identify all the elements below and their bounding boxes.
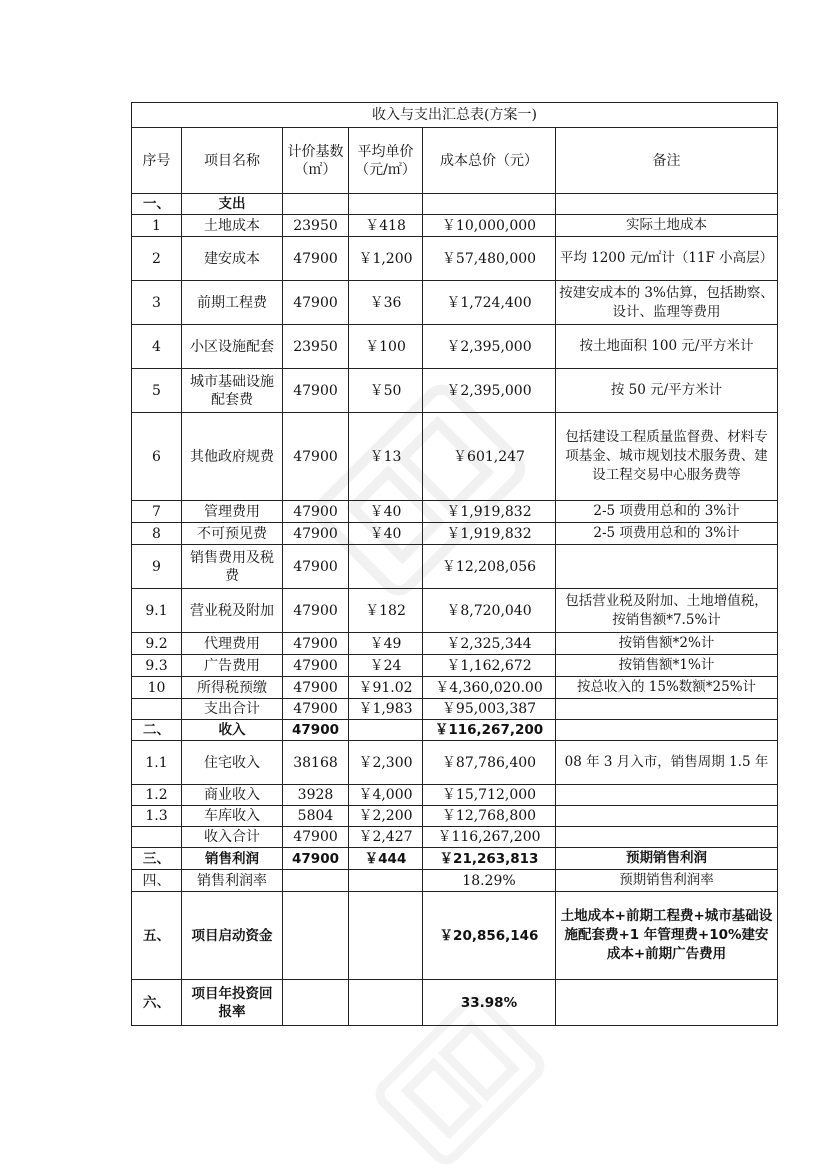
cell-base: 47900 [283,677,349,699]
cell-no: 一、 [132,194,182,215]
cell-price: ￥50 [349,369,423,413]
cell-name: 不可预见费 [182,523,283,545]
cell-note: 按建安成本的 3%估算，包括勘察、设计、监理等费用 [556,281,778,325]
cell-price: ￥1,200 [349,237,423,281]
cell-price [349,980,423,1026]
cell-base [283,194,349,215]
cell-name: 车库收入 [182,806,283,827]
cell-no: 9.2 [132,633,182,655]
header-price: 平均单价（元/㎡） [349,128,423,194]
cell-note: 按销售额*1%计 [556,655,778,677]
cell-no: 二、 [132,720,182,741]
cell-total: ￥15,712,000 [423,785,556,806]
cell-base: 47900 [283,655,349,677]
summary-table [131,102,778,1026]
cell-price: ￥13 [349,413,423,501]
cell-name: 城市基础设施配套费 [182,369,283,413]
cell-note [556,720,778,741]
table-row [132,806,778,827]
cell-base: 23950 [283,215,349,237]
cell-note [556,545,778,589]
table-row [132,545,778,589]
cell-note: 平均 1200 元/㎡计（11F 小高层） [556,237,778,281]
cell-name: 建安成本 [182,237,283,281]
cell-no [132,827,182,848]
cell-price: ￥91.02 [349,677,423,699]
cell-no: 四、 [132,870,182,892]
table-row [132,699,778,720]
cell-base: 47900 [283,413,349,501]
cell-note [556,980,778,1026]
cell-note [556,806,778,827]
cell-name: 商业收入 [182,785,283,806]
table-row [132,741,778,785]
cell-total: ￥2,325,344 [423,633,556,655]
header-total: 成本总价（元） [423,128,556,194]
cell-price [349,545,423,589]
cell-base: 5804 [283,806,349,827]
cell-base [283,870,349,892]
cell-name: 销售利润率 [182,870,283,892]
cell-no: 1.3 [132,806,182,827]
cell-name: 所得税预缴 [182,677,283,699]
cell-note [556,827,778,848]
cell-base [283,980,349,1026]
cell-total: 33.98% [423,980,556,1026]
cell-no [132,699,182,720]
cell-no: 2 [132,237,182,281]
cell-no: 9 [132,545,182,589]
table-row [132,720,778,741]
cell-price: ￥2,200 [349,806,423,827]
cell-name: 代理费用 [182,633,283,655]
cell-total: ￥1,162,672 [423,655,556,677]
cell-name: 管理费用 [182,501,283,523]
cell-total: ￥116,267,200 [423,827,556,848]
cell-base: 47900 [283,501,349,523]
cell-note [556,699,778,720]
cell-base: 47900 [283,545,349,589]
header-note: 备注 [556,128,778,194]
cell-note [556,194,778,215]
cell-no: 1.2 [132,785,182,806]
cell-no: 五、 [132,892,182,980]
table-row [132,892,778,980]
cell-name: 项目年投资回报率 [182,980,283,1026]
cell-price: ￥444 [349,848,423,870]
cell-total: ￥1,919,832 [423,501,556,523]
cell-name: 收入合计 [182,827,283,848]
cell-note: 预期销售利润率 [556,870,778,892]
cell-price: ￥49 [349,633,423,655]
cell-note: 包括建设工程质量监督费、材料专项基金、城市规划技术服务费、建设工程交易中心服务费等 [556,413,778,501]
cell-total: ￥21,263,813 [423,848,556,870]
cell-note: 包括营业税及附加、土地增值税，按销售额*7.5%计 [556,589,778,633]
header-row [132,128,778,194]
cell-name: 收入 [182,720,283,741]
cell-no: 9.1 [132,589,182,633]
table-row [132,281,778,325]
cell-total: ￥8,720,040 [423,589,556,633]
table-row [132,848,778,870]
cell-name: 小区设施配套 [182,325,283,369]
cell-total: ￥87,786,400 [423,741,556,785]
table-row [132,194,778,215]
cell-price: ￥418 [349,215,423,237]
cell-no: 7 [132,501,182,523]
cell-base: 47900 [283,237,349,281]
cell-no: 三、 [132,848,182,870]
cell-note: 2-5 项费用总和的 3%计 [556,501,778,523]
cell-name: 住宅收入 [182,741,283,785]
cell-price [349,194,423,215]
cell-base: 47900 [283,589,349,633]
cell-total: ￥95,003,387 [423,699,556,720]
cell-no: 8 [132,523,182,545]
cell-name: 土地成本 [182,215,283,237]
cell-price: ￥4,000 [349,785,423,806]
cell-no: 9.3 [132,655,182,677]
cell-name: 销售费用及税费 [182,545,283,589]
table-row [132,785,778,806]
cell-base: 47900 [283,281,349,325]
table-row [132,870,778,892]
table-row [132,827,778,848]
cell-base [283,892,349,980]
table-row [132,215,778,237]
cell-name: 支出合计 [182,699,283,720]
cell-base: 47900 [283,523,349,545]
cell-base: 47900 [283,369,349,413]
cell-no: 6 [132,413,182,501]
cell-total: ￥1,919,832 [423,523,556,545]
cell-base: 23950 [283,325,349,369]
cell-base: 38168 [283,741,349,785]
cell-total [423,194,556,215]
cell-name: 广告费用 [182,655,283,677]
cell-price: ￥1,983 [349,699,423,720]
cell-price: ￥2,427 [349,827,423,848]
cell-total: 18.29% [423,870,556,892]
cell-price: ￥36 [349,281,423,325]
cell-total: ￥12,208,056 [423,545,556,589]
cell-base: 3928 [283,785,349,806]
cell-no: 1 [132,215,182,237]
table-row [132,677,778,699]
table-row [132,980,778,1026]
cell-price: ￥2,300 [349,741,423,785]
cell-price [349,870,423,892]
cell-total: ￥601,247 [423,413,556,501]
table-title: 收入与支出汇总表(方案一) [132,103,778,128]
cell-total: ￥4,360,020.00 [423,677,556,699]
cell-price: ￥100 [349,325,423,369]
cell-note [556,785,778,806]
cell-no: 3 [132,281,182,325]
cell-note: 按 50 元/平方米计 [556,369,778,413]
table-row [132,501,778,523]
table-row [132,325,778,369]
cell-base: 47900 [283,633,349,655]
cell-total: ￥116,267,200 [423,720,556,741]
cell-name: 销售利润 [182,848,283,870]
table-row [132,369,778,413]
cell-price [349,892,423,980]
table-row [132,633,778,655]
cell-no: 5 [132,369,182,413]
cell-price: ￥40 [349,501,423,523]
cell-total: ￥2,395,000 [423,325,556,369]
table-row [132,655,778,677]
header-base: 计价基数（㎡） [283,128,349,194]
cell-note: 按销售额*2%计 [556,633,778,655]
cell-note: 08 年 3 月入市，销售周期 1.5 年 [556,741,778,785]
cell-no: 1.1 [132,741,182,785]
cell-base: 47900 [283,699,349,720]
cell-total: ￥57,480,000 [423,237,556,281]
cell-name: 项目启动资金 [182,892,283,980]
table-row [132,523,778,545]
cell-note: 按土地面积 100 元/平方米计 [556,325,778,369]
cell-no: 4 [132,325,182,369]
cell-price: ￥24 [349,655,423,677]
cell-total: ￥20,856,146 [423,892,556,980]
cell-price [349,720,423,741]
table-row [132,589,778,633]
cell-total: ￥10,000,000 [423,215,556,237]
cell-total: ￥2,395,000 [423,369,556,413]
cell-price: ￥182 [349,589,423,633]
cell-note: 实际土地成本 [556,215,778,237]
header-no: 序号 [132,128,182,194]
cell-name: 营业税及附加 [182,589,283,633]
cell-note: 按总收入的 15%数额*25%计 [556,677,778,699]
cell-note: 土地成本+前期工程费+城市基础设施配套费+1 年管理费+10%建安成本+前期广告费用 [556,892,778,980]
cell-note: 预期销售利润 [556,848,778,870]
cell-base: 47900 [283,848,349,870]
cell-no: 10 [132,677,182,699]
table-row [132,413,778,501]
cell-no: 六、 [132,980,182,1026]
cell-base: 47900 [283,827,349,848]
cell-price: ￥40 [349,523,423,545]
cell-name: 前期工程费 [182,281,283,325]
cell-base: 47900 [283,720,349,741]
cell-note: 2-5 项费用总和的 3%计 [556,523,778,545]
cell-total: ￥1,724,400 [423,281,556,325]
cell-name: 其他政府规费 [182,413,283,501]
header-name: 项目名称 [182,128,283,194]
cell-name: 支出 [182,194,283,215]
table-row [132,237,778,281]
cell-total: ￥12,768,800 [423,806,556,827]
